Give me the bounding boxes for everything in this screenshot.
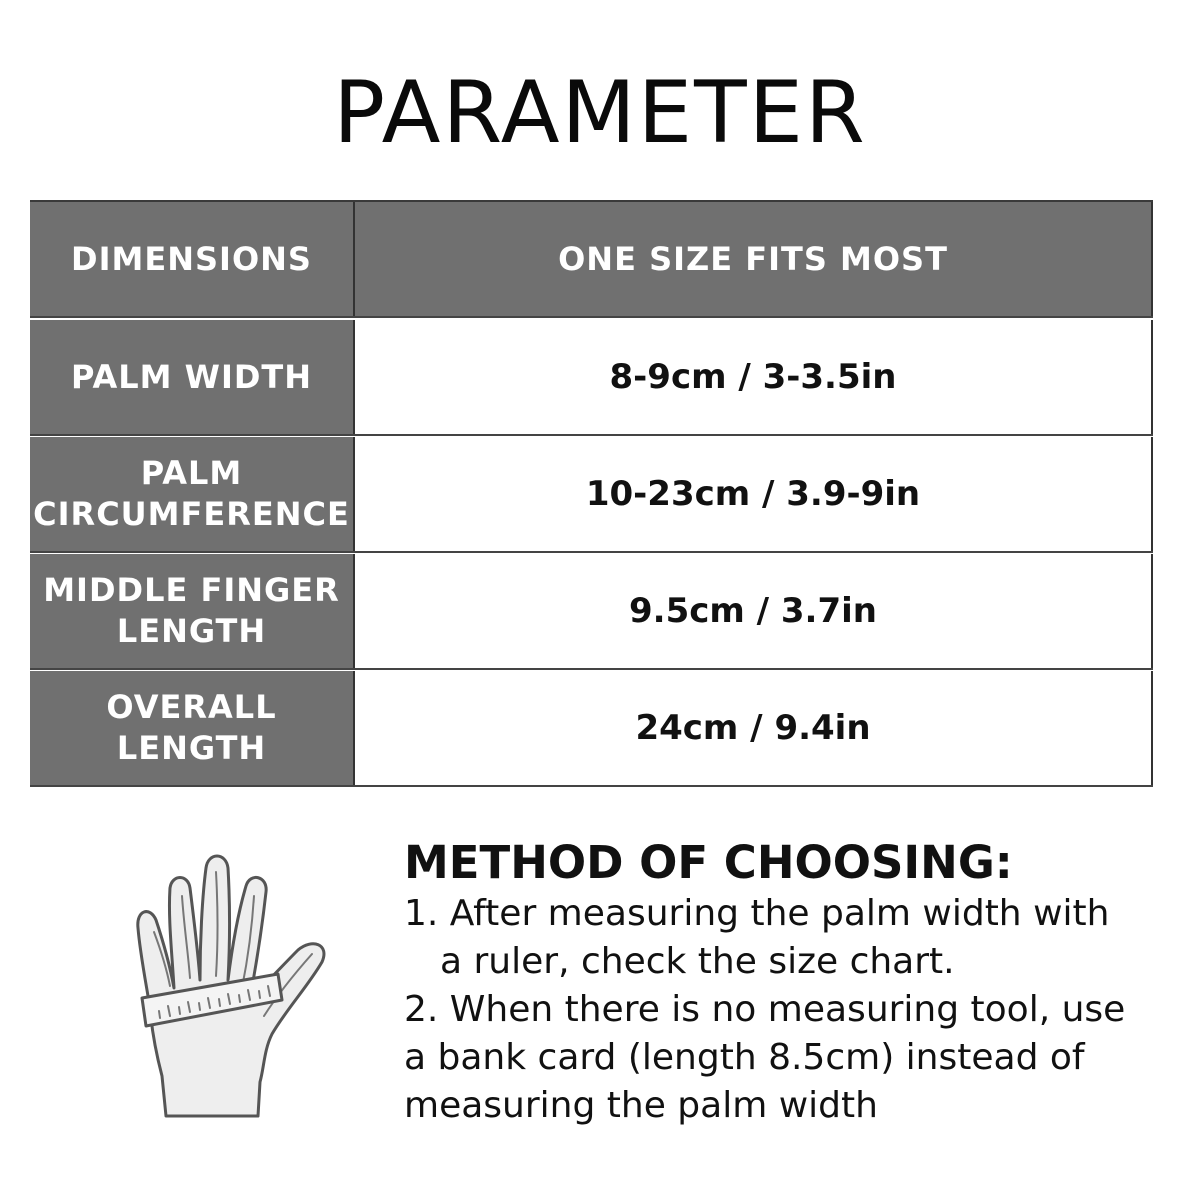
row-label-overall-length: OVERALL LENGTH bbox=[30, 671, 353, 785]
label-line: LENGTH bbox=[116, 612, 267, 650]
table-header-row bbox=[30, 202, 1153, 318]
table-row bbox=[30, 671, 1153, 787]
row-label-palm-circumference bbox=[30, 437, 353, 551]
column-header-size: ONE SIZE FITS MOST bbox=[353, 202, 1153, 316]
page-title: PARAMETER bbox=[333, 63, 867, 163]
hand-measuring-icon bbox=[126, 848, 340, 1120]
instruction-line: 1. After measuring the palm width with bbox=[404, 893, 1110, 934]
instruction-line: measuring the palm width bbox=[404, 1085, 878, 1126]
row-value-palm-circumference: 10-23cm / 3.9-9in bbox=[353, 437, 1153, 551]
method-instructions bbox=[404, 890, 1184, 1130]
label-line: CIRCUMFERENCE bbox=[33, 495, 350, 533]
row-value-palm-width: 8-9cm / 3-3.5in bbox=[353, 320, 1153, 434]
row-label-middle-finger-length bbox=[30, 554, 353, 668]
label-line: MIDDLE FINGER bbox=[43, 571, 340, 609]
table-row bbox=[30, 554, 1153, 670]
instruction-line: a bank card (length 8.5cm) instead of bbox=[404, 1037, 1085, 1078]
row-label-palm-width: PALM WIDTH bbox=[30, 320, 353, 434]
instruction-line: 2. When there is no measuring tool, use bbox=[404, 989, 1126, 1030]
column-header-dimensions: DIMENSIONS bbox=[30, 202, 353, 316]
row-value-middle-finger-length: 9.5cm / 3.7in bbox=[353, 554, 1153, 668]
table-row bbox=[30, 320, 1153, 436]
instruction-line: a ruler, check the size chart. bbox=[440, 941, 955, 982]
row-value-overall-length: 24cm / 9.4in bbox=[353, 671, 1153, 785]
table-row bbox=[30, 437, 1153, 553]
label-line: PALM bbox=[140, 454, 243, 492]
method-title: METHOD OF CHOOSING: bbox=[404, 836, 1013, 889]
size-table bbox=[30, 200, 1153, 789]
